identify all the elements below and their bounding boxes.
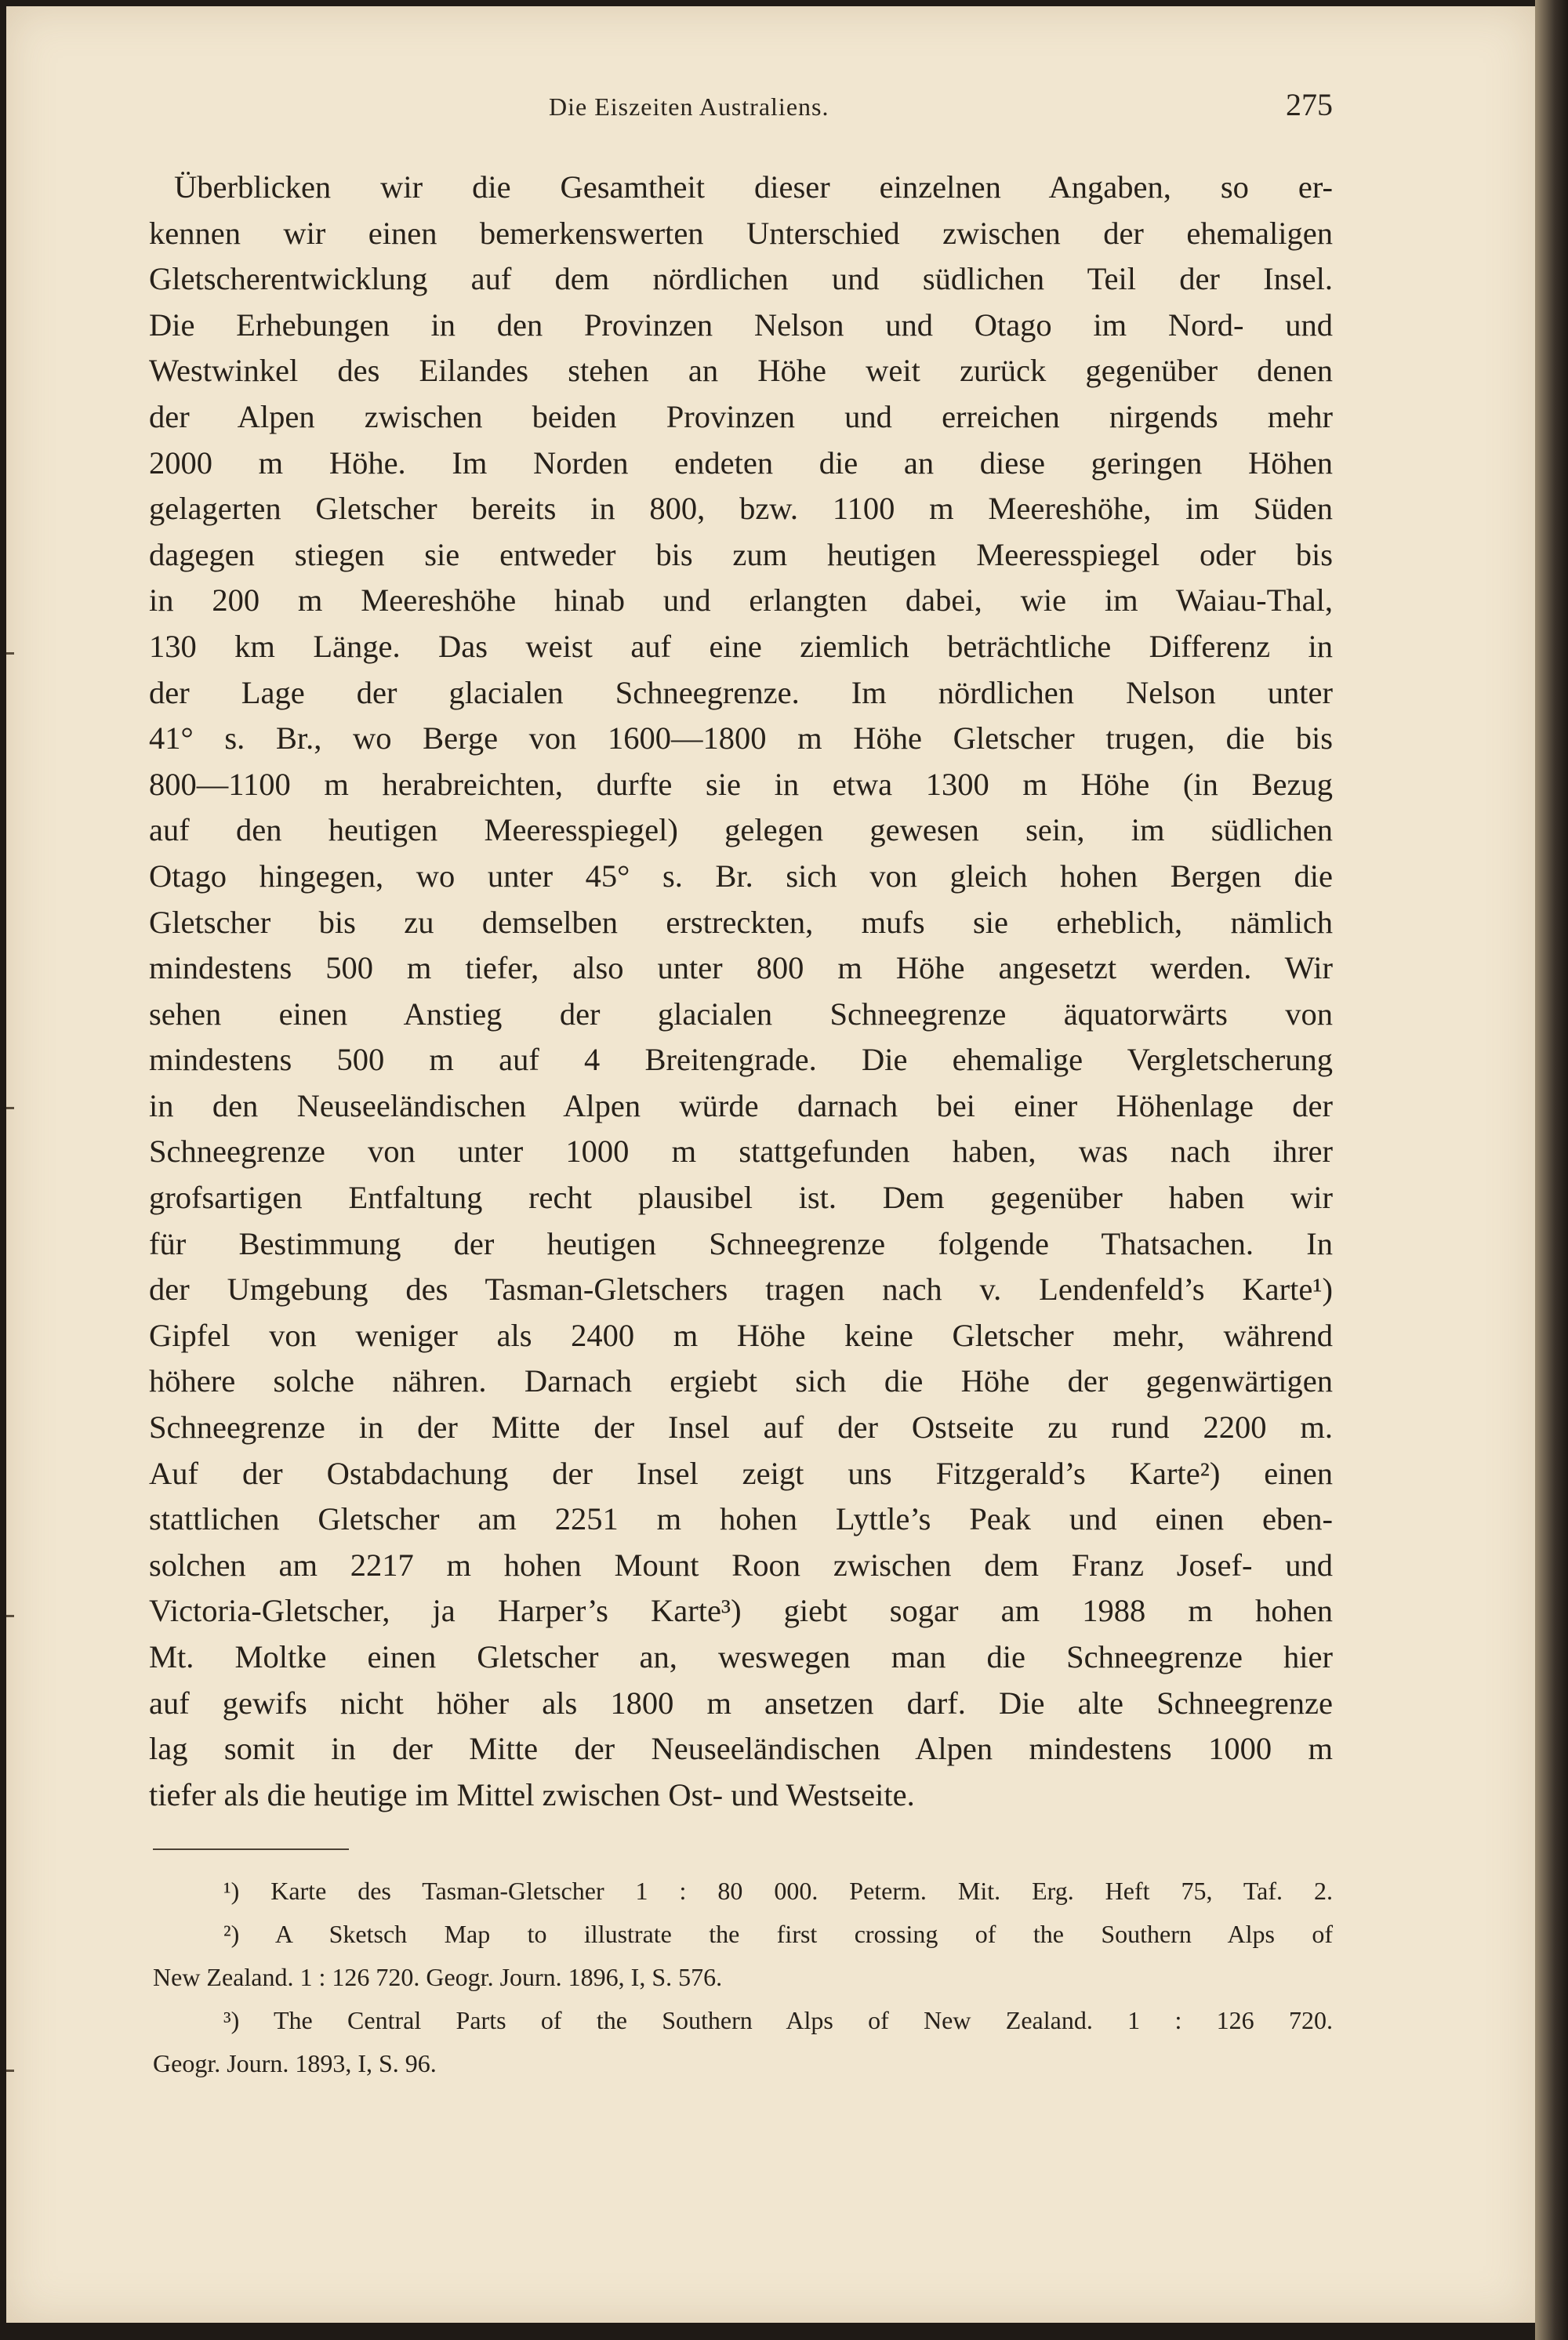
footnote-1: ¹) Karte des Tasman-Gletscher 1 : 80 000. Peterm. Mit. Erg. Heft 75, Taf. 2. (223, 1877, 1333, 1905)
text-line: Schneegrenze von unter 1000 m stattgefunden haben, was nach ihrer (149, 1134, 1333, 1170)
text-line: Gipfel von weniger als 2400 m Höhe keine Gletscher mehr, während (149, 1317, 1333, 1353)
scan-margin-mark (6, 1107, 14, 1109)
text-line: mindestens 500 m auf 4 Breitengrade. Die ehemalige Vergletscherung (149, 1042, 1333, 1078)
footnote-3-continued: Geogr. Journ. 1893, I, S. 96. (153, 2049, 437, 2077)
text-line: dagegen stiegen sie entweder bis zum heutigen Meeresspiegel oder bis (149, 536, 1333, 572)
footnote-3: ³) The Central Parts of the Southern Alps of New Zealand. 1 : 126 720. (223, 2006, 1333, 2034)
text-line: auf den heutigen Meeresspiegel) gelegen gewesen sein, im südlichen (149, 812, 1333, 848)
text-line: der Umgebung des Tasman-Gletschers tragen nach v. Lendenfeld’s Karte¹) (149, 1272, 1333, 1308)
scan-margin-mark (6, 1615, 14, 1617)
text-line: Mt. Moltke einen Gletscher an, weswegen man die Schneegrenze hier (149, 1639, 1333, 1674)
text-line: kennen wir einen bemerkenswerten Unterschied zwischen der ehemaligen (149, 215, 1333, 251)
text-line: in 200 m Meereshöhe hinab und erlangten dabei, wie im Waiau-Thal, (149, 582, 1333, 619)
text-line: 41° s. Br., wo Berge von 1600—1800 m Höhe Gletscher trugen, die bis (149, 720, 1333, 756)
page-number: 275 (1286, 87, 1333, 122)
page-gutter-edge (1535, 0, 1568, 2340)
scan-margin-mark (6, 2070, 14, 2072)
text-line: Auf der Ostabdachung der Insel zeigt uns Fitzgerald’s Karte²) einen (149, 1455, 1333, 1491)
footnotes (153, 1870, 1333, 2085)
text-line: 2000 m Höhe. Im Norden endeten die an diese geringen Höhen (149, 444, 1333, 481)
text-line: Victoria-Gletscher, ja Harper’s Karte³) giebt sogar am 1988 m hohen (149, 1593, 1333, 1629)
text-line: gelagerten Gletscher bereits in 800, bzw. 1100 m Meereshöhe, im Süden (149, 491, 1333, 527)
text-line: Gletscherentwicklung auf dem nördlichen und südlichen Teil der Insel. (149, 261, 1333, 297)
text-line: sehen einen Anstieg der glacialen Schneegrenze äquatorwärts von (149, 996, 1333, 1032)
running-head: Die Eiszeiten Australiens. (549, 93, 829, 121)
text-line: grofsartigen Entfaltung recht plausibel ist. Dem gegenüber haben wir (149, 1180, 1333, 1216)
text-line: für Bestimmung der heutigen Schneegrenze folgende Thatsachen. In (149, 1225, 1333, 1261)
scan-margin-mark (6, 652, 14, 655)
body-paragraph (149, 165, 1333, 1818)
text-line: Überblicken wir die Gesamtheit dieser einzelnen Angaben, so er- (174, 169, 1333, 205)
footnote-2: ²) A Sketsch Map to illustrate the first crossing of the Southern Alps of (223, 1920, 1333, 1948)
text-line: stattlichen Gletscher am 2251 m hohen Lyttle’s Peak und einen eben- (149, 1501, 1333, 1537)
text-line: 130 km Länge. Das weist auf eine ziemlich beträchtliche Differenz in (149, 628, 1333, 664)
text-line: der Alpen zwischen beiden Provinzen und erreichen nirgends mehr (149, 398, 1333, 434)
footnote-divider (153, 1848, 349, 1850)
text-line: Otago hingegen, wo unter 45° s. Br. sich von gleich hohen Bergen die (149, 858, 1333, 894)
text-line: mindestens 500 m tiefer, also unter 800 m Höhe angesetzt werden. Wir (149, 950, 1333, 986)
text-line: Die Erhebungen in den Provinzen Nelson und Otago im Nord- und (149, 307, 1333, 343)
text-line: tiefer als die heutige im Mittel zwischen Ost- und Westseite. (149, 1776, 915, 1812)
text-line: 800—1100 m herabreichten, durfte sie in etwa 1300 m Höhe (in Bezug (149, 766, 1333, 802)
text-line: Westwinkel des Eilandes stehen an Höhe weit zurück gegenüber denen (149, 353, 1333, 389)
text-line: in den Neuseeländischen Alpen würde darnach bei einer Höhenlage der (149, 1087, 1333, 1123)
text-line: Schneegrenze in der Mitte der Insel auf der Ostseite zu rund 2200 m. (149, 1409, 1333, 1446)
text-line: Gletscher bis zu demselben erstreckten, mufs sie erheblich, nämlich (149, 904, 1333, 940)
page-header (149, 86, 1333, 133)
text-line: solchen am 2217 m hohen Mount Roon zwischen dem Franz Josef- und (149, 1547, 1333, 1583)
text-line: höhere solche nähren. Darnach ergiebt sich die Höhe der gegenwärtigen (149, 1363, 1333, 1399)
text-line: lag somit in der Mitte der Neuseeländischen Alpen mindestens 1000 m (149, 1731, 1333, 1767)
text-line: der Lage der glacialen Schneegrenze. Im nördlichen Nelson unter (149, 674, 1333, 710)
footnote-2-continued: New Zealand. 1 : 126 720. Geogr. Journ. 1896, I, S. 576. (153, 1963, 723, 1991)
text-line: auf gewifs nicht höher als 1800 m ansetzen darf. Die alte Schneegrenze (149, 1685, 1333, 1721)
